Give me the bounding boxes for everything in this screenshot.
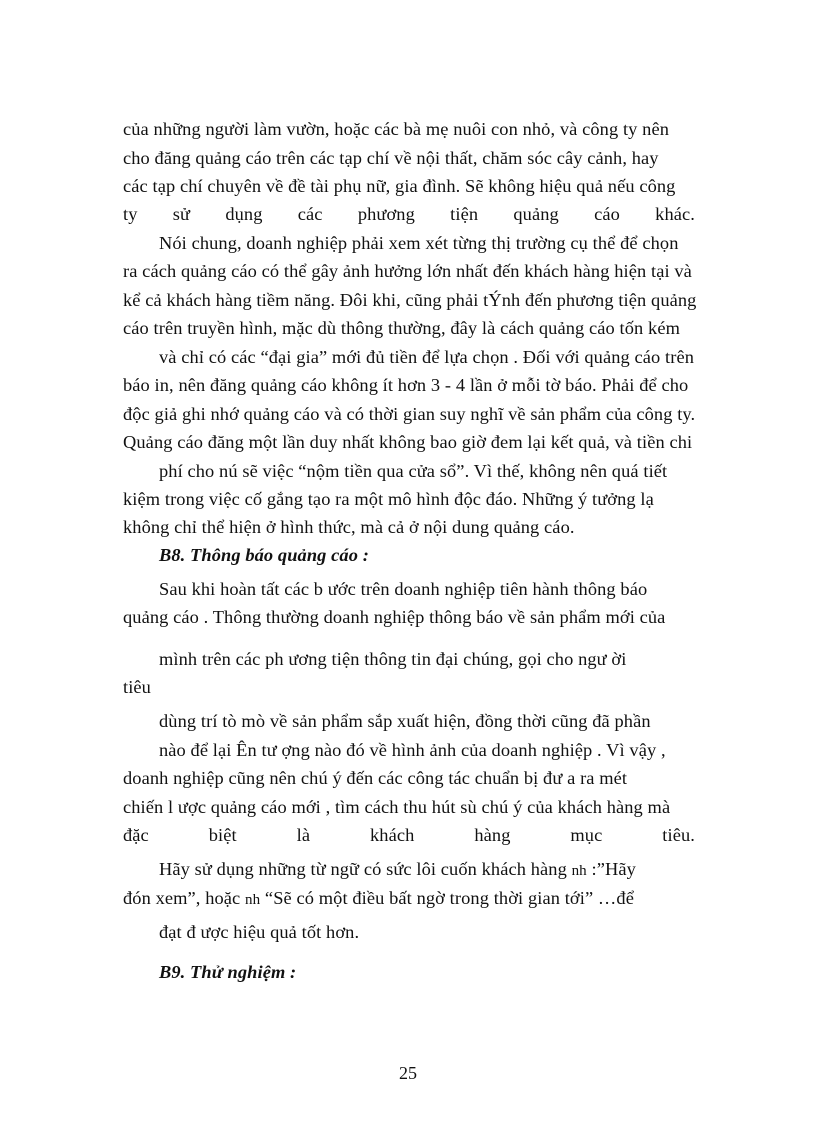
text-line: Quảng cáo đăng một lần duy nhất không bao giờ đem lại kết quả, và tiền chi (123, 432, 693, 452)
text-line: phí cho nú sẽ việc “nộm tiền qua cửa sổ”. Vì thế, không nên quá tiết (159, 461, 668, 481)
word: hàng (474, 825, 511, 845)
word: dụng (225, 204, 263, 224)
text-line: tiêu (123, 677, 151, 697)
text-line (159, 857, 636, 883)
word: tiện (450, 204, 479, 224)
text-segment: nh (571, 863, 587, 879)
word: cáo (594, 204, 620, 224)
section-heading: B8. Thông báo quảng cáo : (159, 545, 369, 565)
text-line: đạt đ ược hiệu quả tốt hơn. (159, 922, 360, 942)
text-line (123, 886, 634, 912)
text-line: cáo trên truyền hình, mặc dù thông thường, đây là cách quảng cáo tốn kém (123, 318, 680, 338)
text-line: và chỉ có các “đại gia” mới đủ tiền để lựa chọn . Đối với quảng cáo trên (159, 347, 695, 367)
word: đặc (123, 825, 149, 845)
word: quảng (513, 204, 559, 224)
text-segment: Hãy sử dụng những từ ngữ có sức lôi cuốn khách hàng (159, 859, 572, 879)
word: sử (172, 204, 191, 224)
text-line: doanh nghiệp cũng nên chú ý đến các công tác chuẩn bị đư a ra mét (123, 768, 628, 788)
text-line: quảng cáo . Thông thường doanh nghiệp thông báo về sản phẩm mới của (123, 607, 666, 627)
text-segment: nh (245, 892, 261, 908)
word: mục (570, 825, 603, 845)
text-line: Nói chung, doanh nghiệp phải xem xét từng thị trường cụ thể để chọn (159, 233, 679, 253)
text-segment: “Sẽ có một điều bất ngờ trong thời gian tới” …để (260, 888, 634, 908)
word: các (297, 204, 323, 224)
text-line: kiệm trong việc cố gắng tạo ra một mô hình độc đáo. Những ý tưởng lạ (123, 489, 654, 509)
text-line: báo in, nên đăng quảng cáo không ít hơn 3 - 4 lần ở mỗi tờ báo. Phải để cho (123, 375, 689, 395)
word: khách (370, 825, 415, 845)
word: tiêu. (662, 825, 695, 845)
justified-line (123, 823, 695, 847)
text-line: các tạp chí chuyên về đề tài phụ nữ, gia đình. Sẽ không hiệu quả nếu công (123, 176, 676, 196)
word: khác. (655, 204, 695, 224)
text-line: mình trên các ph ương tiện thông tin đại chúng, gọi cho ngư ời (159, 649, 627, 669)
text-line: Sau khi hoàn tất các b ước trên doanh nghiệp tiên hành thông báo (159, 579, 648, 599)
word: biệt (208, 825, 237, 845)
word: phương (357, 204, 415, 224)
text-line: không chỉ thể hiện ở hình thức, mà cả ở nội dung quảng cáo. (123, 517, 575, 537)
text-segment: đón xem”, hoặc (123, 888, 246, 908)
page-number: 25 (399, 1063, 417, 1083)
text-line: dùng trí tò mò về sản phẩm sắp xuất hiện, đồng thời cũng đã phần (159, 711, 651, 731)
text-line: của những người làm vườn, hoặc các bà mẹ nuôi con nhỏ, và công ty nên (123, 119, 670, 139)
word: ty (123, 204, 138, 224)
text-line: ra cách quảng cáo có thể gây ảnh hưởng lớn nhất đến khách hàng hiện tại và (123, 261, 692, 281)
text-line: chiến l ược quảng cáo mới , tìm cách thu hút sù chú ý của khách hàng mà (123, 797, 671, 817)
section-heading: B9. Thử nghiệm : (159, 962, 297, 982)
word: là (296, 825, 311, 845)
text-line: kể cả khách hàng tiềm năng. Đôi khi, cũng phải tÝnh đến phương tiện quảng (123, 290, 697, 310)
text-line: độc giả ghi nhớ quảng cáo và có thời gian suy nghĩ về sản phẩm của công ty. (123, 404, 696, 424)
text-line: cho đăng quảng cáo trên các tạp chí về nội thất, chăm sóc cây cảnh, hay (123, 148, 659, 168)
justified-line (123, 202, 695, 226)
text-line: nào để lại Ên tư ợng nào đó về hình ảnh của doanh nghiệp . Vì vậy , (159, 740, 666, 760)
text-segment: :”Hãy (586, 859, 636, 879)
